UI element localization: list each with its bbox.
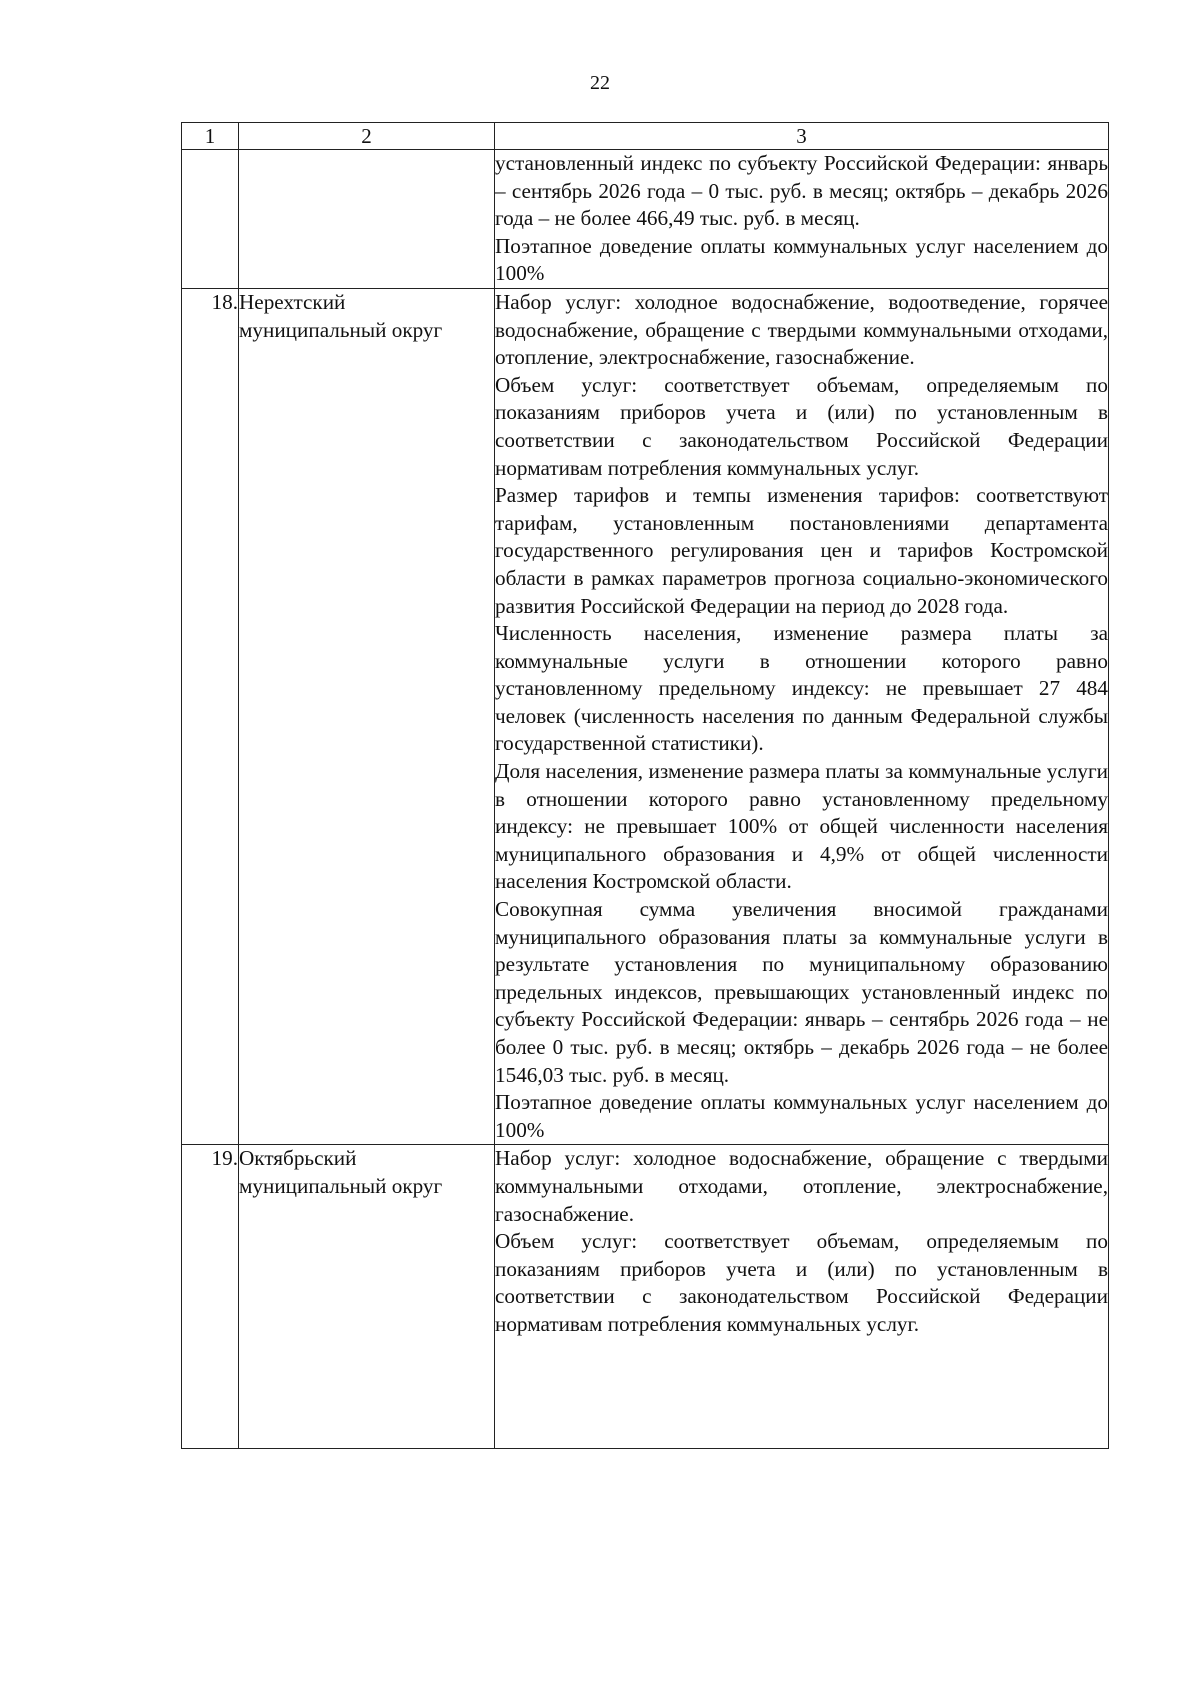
municipality-cell bbox=[239, 150, 495, 289]
paragraph: Размер тарифов и темпы изменения тарифов: соответствуют тарифам, установленным постановлениями департамента государственного регулирования цен и тарифов Костромской области в рамках параметров прогноза социально-экономического развития Российской Федерации на период до 2028 года. bbox=[495, 483, 1108, 618]
municipal-table bbox=[181, 122, 1109, 1449]
row-number-cell: 18. bbox=[182, 288, 239, 1144]
paragraph: Объем услуг: соответствует объемам, определяемым по показаниям приборов учета и (или) по установленным в соответствии с законодательством Российской Федерации нормативам потребления коммунальных услуг. bbox=[495, 1229, 1108, 1336]
paragraph: Доля населения, изменение размера платы за коммунальные услуги в отношении которого равно установленному предельному индексу: не превышает 100% от общей численности населения муниципального образования и 4,9% от общей численности населения Костромской области. bbox=[495, 759, 1108, 894]
row-number-cell bbox=[182, 150, 239, 289]
paragraph: Объем услуг: соответствует объемам, определяемым по показаниям приборов учета и (или) по установленным в соответствии с законодательством Российской Федерации нормативам потребления коммунальных услуг. bbox=[495, 372, 1108, 480]
municipality-cell: Октябрьский муниципальный округ bbox=[239, 1145, 495, 1449]
paragraph: установленный индекс по субъекту Российской Федерации: январь – сентябрь 2026 года – 0 тыс. руб. в месяц; октябрь – декабрь 2026 года – не более 466,49 тыс. руб. в месяц. bbox=[495, 151, 1108, 231]
paragraph: Численность населения, изменение размера платы за коммунальные услуги в отношении которого равно установленному предельному индексу: не превышает 27 484 человек (численность населения по данным Федеральной службы государственной статистики). bbox=[495, 621, 1108, 756]
table-row-19 bbox=[182, 1145, 1109, 1449]
paragraph: Поэтапное доведение оплаты коммунальных услуг населением до 100% bbox=[495, 1090, 1108, 1142]
table-row-18 bbox=[182, 288, 1109, 1144]
row-number-cell: 19. bbox=[182, 1145, 239, 1449]
page-number: 22 bbox=[590, 72, 610, 94]
header-row bbox=[182, 123, 1109, 150]
header-col-2: 2 bbox=[239, 123, 495, 150]
header-col-1: 1 bbox=[182, 123, 239, 150]
paragraph: Набор услуг: холодное водоснабжение, водоотведение, горячее водоснабжение, обращение с твердыми коммунальными отходами, отопление, электроснабжение, газоснабжение. bbox=[495, 289, 1108, 370]
description-cell bbox=[495, 150, 1109, 289]
description-cell bbox=[495, 1145, 1109, 1449]
paragraph: Совокупная сумма увеличения вносимой гражданами муниципального образования платы за коммунальные услуги в результате установления по муниципальному образованию предельных индексов, превышающих установленный индекс по субъекту Российской Федерации: январь – сентябрь 2026 года – не более 0 тыс. руб. в месяц; октябрь – декабрь 2026 года – не более 1546,03 тыс. руб. в месяц. bbox=[495, 897, 1108, 1087]
table-row-continuation bbox=[182, 150, 1109, 289]
description-cell bbox=[495, 288, 1109, 1144]
paragraph: Поэтапное доведение оплаты коммунальных услуг населением до 100% bbox=[495, 233, 1108, 286]
municipality-cell: Нерехтский муниципальный округ bbox=[239, 288, 495, 1144]
header-col-3: 3 bbox=[495, 123, 1109, 150]
paragraph: Набор услуг: холодное водоснабжение, обращение с твердыми коммунальными отходами, отопление, электроснабжение, газоснабжение. bbox=[495, 1146, 1108, 1226]
